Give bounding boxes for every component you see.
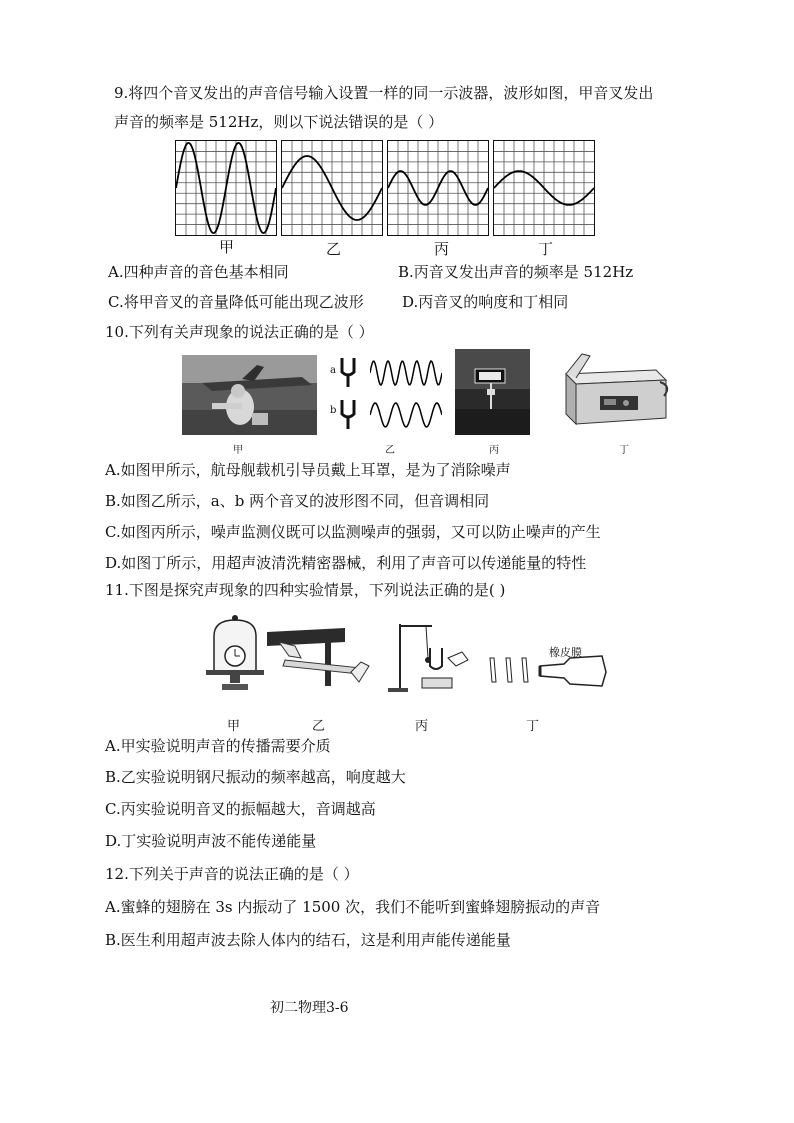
bell-jar-icon xyxy=(200,612,270,694)
q10-label-jia: 甲 xyxy=(233,445,243,456)
waveform-ding xyxy=(493,140,595,236)
carrier-crew-photo xyxy=(182,355,317,435)
q11-option-a: A.甲实验说明声音的传播需要介质 xyxy=(105,737,331,755)
q11-label-jia: 甲 xyxy=(227,719,241,734)
fork-b-label: b xyxy=(330,405,337,416)
q11-stem: 11.下图是探究声现象的四种实验情景，下列说法正确的是( ) xyxy=(105,581,506,599)
q10-label-bing: 丙 xyxy=(489,445,499,456)
q11-label-yi: 乙 xyxy=(312,719,326,734)
q10-option-b: B.如图乙所示，a、b 两个音叉的波形图不同，但音调相同 xyxy=(105,492,490,510)
ruler-table-icon xyxy=(265,622,375,686)
waveform-bing xyxy=(387,140,489,236)
q10-option-c: C.如图丙所示，噪声监测仪既可以监测噪声的强弱，又可以防止噪声的产生 xyxy=(105,523,601,541)
q9-option-a: A.四种声音的音色基本相同 xyxy=(108,263,289,281)
q11-label-bing: 丙 xyxy=(415,719,429,734)
noise-monitor-photo xyxy=(455,349,530,435)
q10-option-a: A.如图甲所示，航母舰载机引导员戴上耳罩，是为了消除噪声 xyxy=(105,461,511,479)
wave-a-diagram xyxy=(370,358,442,388)
q10-stem: 10.下列有关声现象的说法正确的是（ ） xyxy=(105,323,374,341)
q9-option-c: C.将甲音叉的音量降低可能出现乙波形 xyxy=(108,293,364,311)
q11-label-ding: 丁 xyxy=(526,719,540,734)
q9-stem-line2: 声音的频率是 512Hz，则以下说法错误的是（ ） xyxy=(114,113,444,131)
q9-option-d: D.丙音叉的响度和丁相同 xyxy=(402,293,569,311)
page-footer: 初二物理3-6 xyxy=(270,1000,349,1016)
q9-option-b: B.丙音叉发出声音的频率是 512Hz xyxy=(398,263,634,281)
wave-curve xyxy=(370,403,442,427)
q12-option-a: A.蜜蜂的翅膀在 3s 内振动了 1500 次，我们不能听到蜜蜂翅膀振动的声音 xyxy=(105,898,601,916)
membrane-label: 橡皮膜 xyxy=(549,646,582,659)
q10-label-yi: 乙 xyxy=(385,445,395,456)
q11-option-b: B.乙实验说明钢尺振动的频率越高，响度越大 xyxy=(105,768,406,786)
fork-a-label: a xyxy=(330,365,336,376)
ultrasonic-cleaner-icon xyxy=(560,352,672,432)
q11-option-d: D.丁实验说明声波不能传递能量 xyxy=(105,832,317,850)
q12-option-b: B.医生利用超声波去除人体内的结石，这是利用声能传递能量 xyxy=(105,931,511,949)
tuning-fork-a-icon xyxy=(338,356,358,388)
q9-label-ding: 丁 xyxy=(538,240,554,258)
q10-label-ding: 丁 xyxy=(619,445,629,456)
q10-option-d: D.如图丁所示，用超声波清洗精密器械，利用了声音可以传递能量的特性 xyxy=(105,554,587,572)
q11-option-c: C.丙实验说明音叉的振幅越大，音调越高 xyxy=(105,800,376,818)
q9-label-bing: 丙 xyxy=(434,240,450,258)
q12-stem: 12.下列关于声音的说法正确的是（ ） xyxy=(105,865,359,883)
waveform-jia xyxy=(175,140,277,236)
tuning-fork-b-icon xyxy=(338,398,358,430)
q9-stem-line1: 9.将四个音叉发出的声音信号输入设置一样的同一示波器，波形如图，甲音叉发出 xyxy=(114,84,654,102)
wave-b-diagram xyxy=(370,400,442,430)
q9-label-jia: 甲 xyxy=(219,238,235,256)
fork-ball-apparatus-icon xyxy=(382,618,474,698)
waveform-yi xyxy=(281,140,383,236)
wave-curve xyxy=(370,361,442,385)
q9-label-yi: 乙 xyxy=(326,240,342,258)
